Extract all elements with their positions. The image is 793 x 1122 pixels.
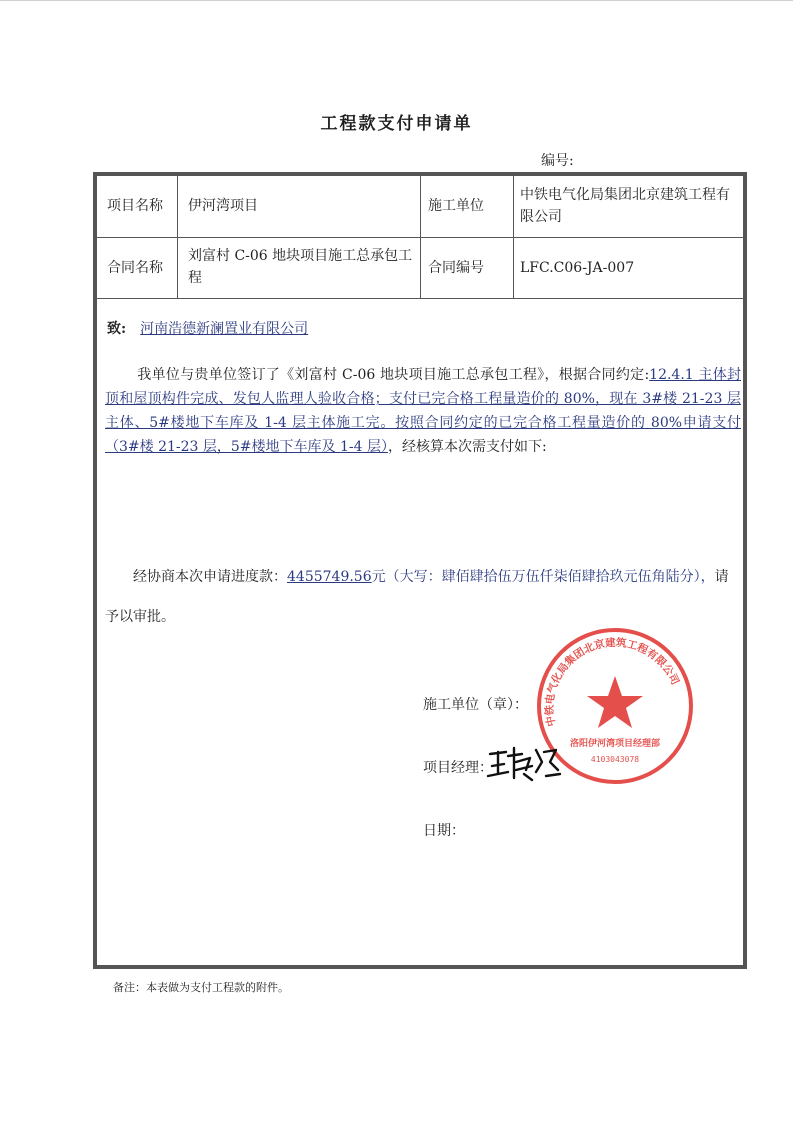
- project-manager-label: 项目经理：: [423, 760, 493, 776]
- manager-signature: [486, 740, 562, 784]
- addressee-label: 致:: [107, 321, 127, 337]
- page-title: 工程款支付申请单: [320, 114, 473, 134]
- contractor-seal-label: 施工单位（章）：: [423, 697, 528, 713]
- contractor-value: 中铁电气化局集团北京建筑工程有限公司: [520, 187, 730, 225]
- stamp-number: 4103043078: [590, 755, 640, 764]
- footnote: 备注：本表做为支付工程款的附件。: [113, 981, 289, 994]
- contractor-label: 施工单位: [428, 198, 484, 214]
- amount-paragraph: [105, 557, 741, 637]
- contract-name-label: 合同名称: [107, 260, 163, 276]
- addressee-name: 河南浩德新澜置业有限公司: [140, 321, 309, 337]
- request-body: [105, 363, 741, 459]
- approval-request: 请予以审批。: [105, 569, 729, 625]
- amount-prefix: 经协商本次申请进度款：: [133, 569, 287, 585]
- amount-in-words: 元（大写：肆佰肆拾伍万伍仟柒佰肆拾玖元伍角陆分），: [371, 569, 715, 585]
- contract-name-value: 刘富村 C-06 地块项目施工总承包工程: [188, 248, 413, 286]
- date-label: 日期：: [423, 823, 465, 839]
- serial-number-label: 编号:: [541, 153, 574, 169]
- table-bottom-border: [97, 298, 743, 299]
- contract-number-value: LFC.C06-JA-007: [520, 260, 635, 276]
- body-terms: 12.4.1 主体封顶和屋顶构件完成、发包人监理人验收合格；支付已完合格工程量造价的 80%，现在 3#楼 21-23 层主体、5#楼地下车库及 1-4 层主体施工完。按照合同约定的已完合格工程量造价的 80%申请支付（3#楼 21-23 层，5#楼地下车库及 1-4 层）: [105, 367, 741, 455]
- table-col-divider: [513, 176, 514, 298]
- stamp-ring-text: 中铁电气化局集团北京建筑工程有限公司: [543, 636, 682, 728]
- table-col-divider: [420, 176, 421, 298]
- addressee-line: [107, 318, 308, 338]
- contract-number-label: 合同编号: [428, 260, 484, 276]
- form-frame: [93, 172, 747, 969]
- stamp-star-icon: [587, 676, 643, 728]
- project-name-value: 伊河湾项目: [188, 198, 258, 214]
- project-name-label: 项目名称: [107, 198, 163, 214]
- amount-value: 4455749.56: [287, 569, 372, 585]
- stamp-department-text: 洛阳伊河湾项目经理部: [569, 739, 661, 749]
- info-table: [97, 176, 743, 298]
- body-conclusion: ，经核算本次需支付如下:: [387, 439, 547, 455]
- table-col-divider: [177, 176, 178, 298]
- body-intro: 我单位与贵单位签订了《刘富村 C-06 地块项目施工总承包工程》，根据合同约定:: [137, 367, 650, 383]
